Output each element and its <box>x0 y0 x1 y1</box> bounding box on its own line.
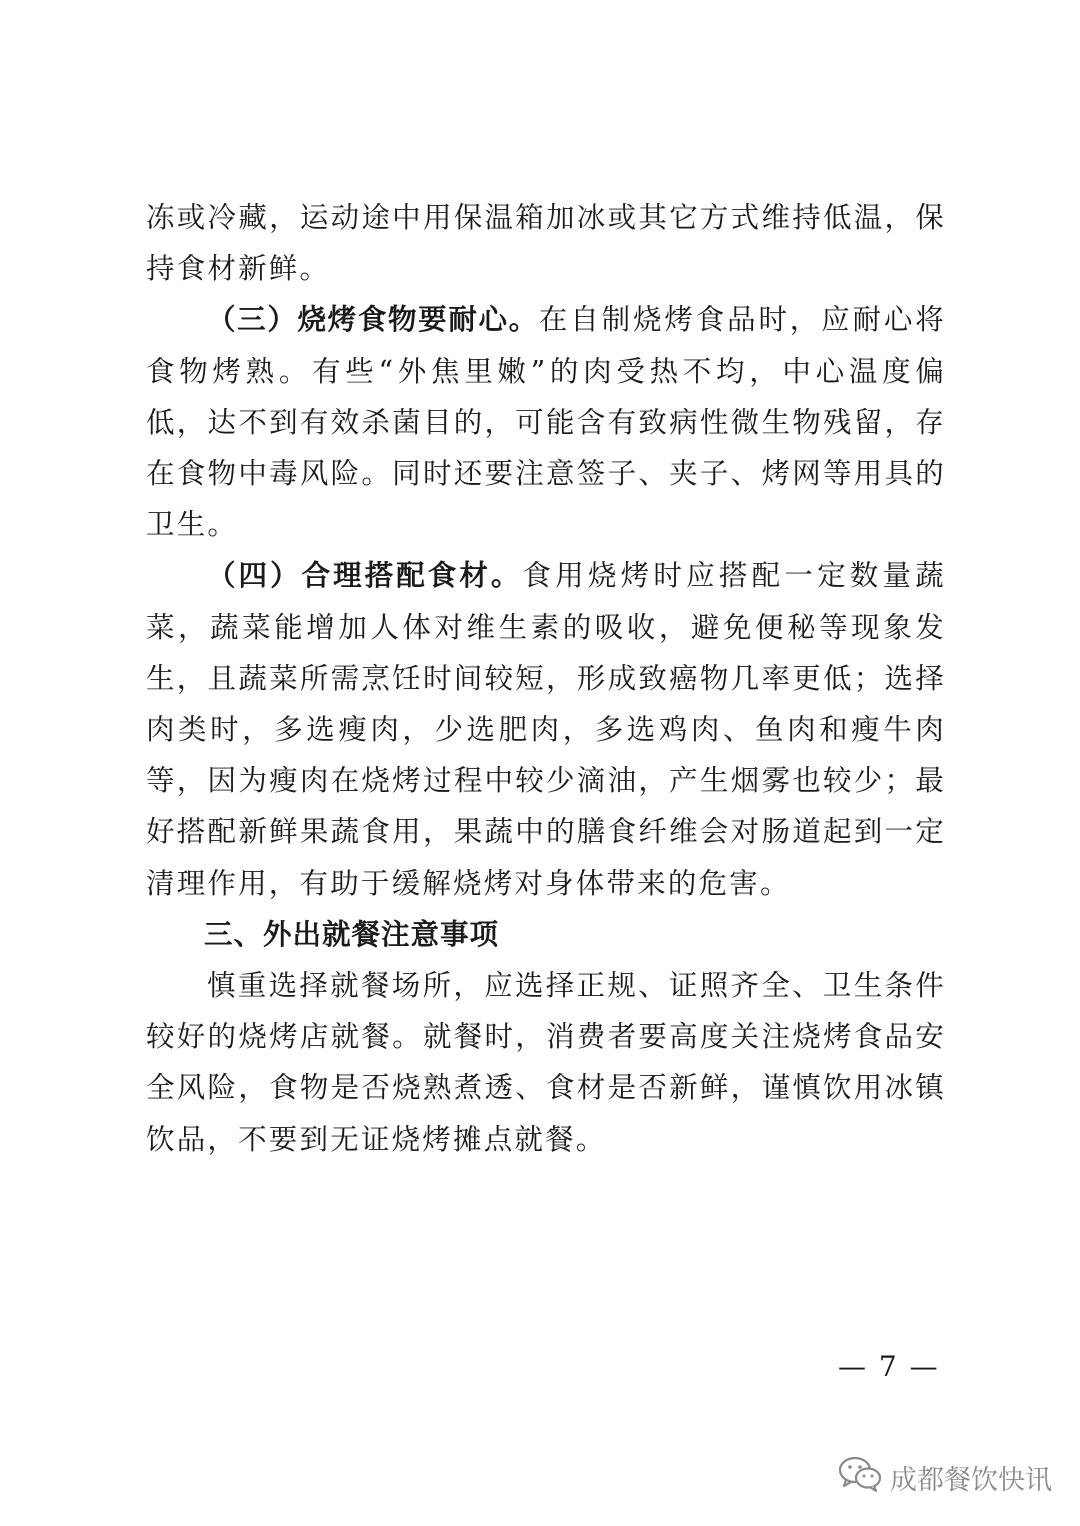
page-number: — 7 — <box>838 1350 940 1383</box>
paragraph-continued: 冻或冷藏，运动途中用保温箱加冰或其它方式维持低温，保持食材新鲜。 <box>146 201 946 286</box>
paragraph-lead-pairing: （四）合理搭配食材。 <box>207 559 523 593</box>
watermark-text: 成都餐饮快讯 <box>890 1465 1052 1496</box>
section-heading-dining-out: 三、外出就餐注意事项 <box>204 917 500 951</box>
document-body <box>146 192 946 1165</box>
paragraph-body-pairing: 食用烧烤时应搭配一定数量蔬菜，蔬菜能增加人体对维生素的吸收，避免便秘等现象发生，且蔬菜所需烹饪时间较短，形成致癌物几率更低；选择肉类时，多选瘦肉，少选肥肉，多选鸡肉、鱼肉和瘦牛肉等，因为瘦肉在烧烤过程中较少滴油，产生烟雾也较少；最好搭配新鲜果蔬食用，果蔬中的膳食纤维会对肠道起到一定清理作用，有助于缓解烧烤对身体带来的危害。 <box>146 559 946 900</box>
wechat-icon <box>838 1455 882 1500</box>
source-watermark <box>838 1455 1052 1500</box>
paragraph-grilling-patience <box>146 294 946 550</box>
paragraph-body-grilling: 在自制烧烤食品时，应耐心将食物烤熟。有些“外焦里嫩”的肉受热不均，中心温度偏低，达不到有效杀菌目的，可能含有致病性微生物残留，存在食物中毒风险。同时还要注意签子、夹子、烤网等用具的卫生。 <box>146 303 946 542</box>
paragraph-food-pairing <box>146 550 946 908</box>
paragraph-dining-out: 慎重选择就餐场所，应选择正规、证照齐全、卫生条件较好的烧烤店就餐。就餐时，消费者要高度关注烧烤食品安全风险，食物是否烧熟煮透、食材是否新鲜，谨慎饮用冰镇饮品，不要到无证烧烤摊点就餐。 <box>146 969 946 1156</box>
paragraph-lead-grilling: （三）烧烤食物要耐心。 <box>207 303 539 337</box>
